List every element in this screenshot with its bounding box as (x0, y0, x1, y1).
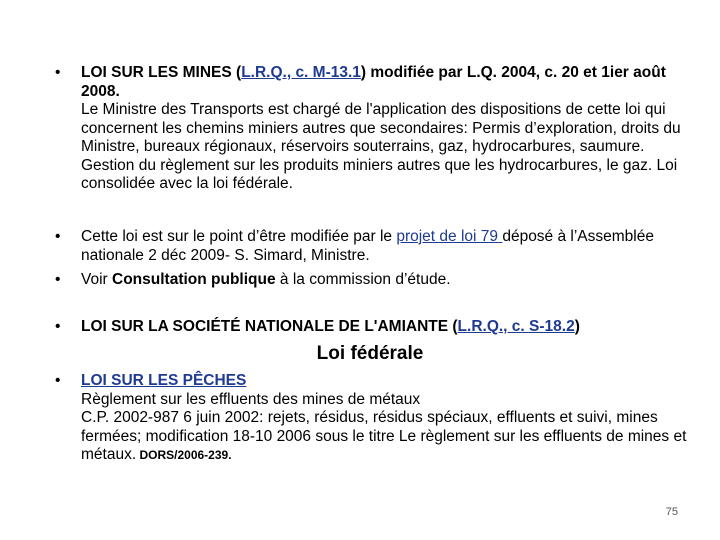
page-number: 75 (665, 506, 678, 518)
bullet-icon: • (55, 271, 61, 288)
item-body: Le Ministre des Transports est chargé de l'application des dispositions de cette loi qui concernent les chemins miniers autres que secondaires: Permis d’exploration, droits du Ministre, bureaux régionaux, réservoirs souterrains, gaz, hydrocarbures, saumure. Gestion du règlement sur les produits miniers autres que les hydrocarbures, le gaz. Loi consolidée avec la loi fédérale. (81, 101, 681, 192)
item-suffix: à la commission d’étude. (275, 271, 451, 288)
item-title-suffix: ) modifiée par L.Q. 2004, c. 20 et 1ier août 2008. (81, 64, 666, 100)
loi-federale-heading: Loi fédérale (316, 343, 424, 364)
bullet-icon: • (55, 318, 61, 335)
bullet-item-amiante (55, 318, 695, 337)
bullet-item-peches (55, 372, 695, 465)
bullet-icon: • (55, 372, 61, 389)
bullet-item-mines (55, 64, 695, 194)
item-prefix: Voir (81, 271, 113, 288)
item-suffix: déposé à l’Assemblée nationale 2 déc 2009- S. Simard, Ministre. (81, 228, 654, 264)
link-lrq-m-13-1[interactable]: L.R.Q., c. M-13.1 (241, 64, 361, 81)
item-line2: Règlement sur les effluents des mines de métaux (81, 390, 421, 408)
dors-reference: DORS/2006-239. (136, 448, 232, 462)
item-body: C.P. 2002-987 6 juin 2002: rejets, résidus, résidus spéciaux, effluents et suivi, mines fermées; modification 18-10 2006 sous le titre Le règlement sur les effluents de mines et métaux. (81, 409, 687, 463)
item-title-prefix: LOI SUR LES MINES ( (81, 64, 242, 81)
consultation-publique: Consultation publique (112, 271, 276, 288)
item-title-suffix: ) (574, 318, 580, 335)
item-prefix: Cette loi est sur le point d’être modifiée par le (81, 228, 397, 245)
link-projet-de-loi-79[interactable]: projet de loi 79 (396, 228, 503, 245)
bullet-icon: • (55, 228, 61, 245)
bullet-icon: • (55, 64, 61, 81)
bullet-item-consultation (55, 271, 695, 290)
link-loi-sur-les-peches[interactable]: LOI SUR LES PÊCHES (81, 372, 247, 389)
item-title-prefix: LOI SUR LA SOCIÉTÉ NATIONALE DE L'AMIANTE ( (81, 318, 458, 335)
bullet-item-projet-loi (55, 228, 695, 265)
link-lrq-s-18-2[interactable]: L.R.Q., c. S-18.2 (457, 318, 575, 335)
